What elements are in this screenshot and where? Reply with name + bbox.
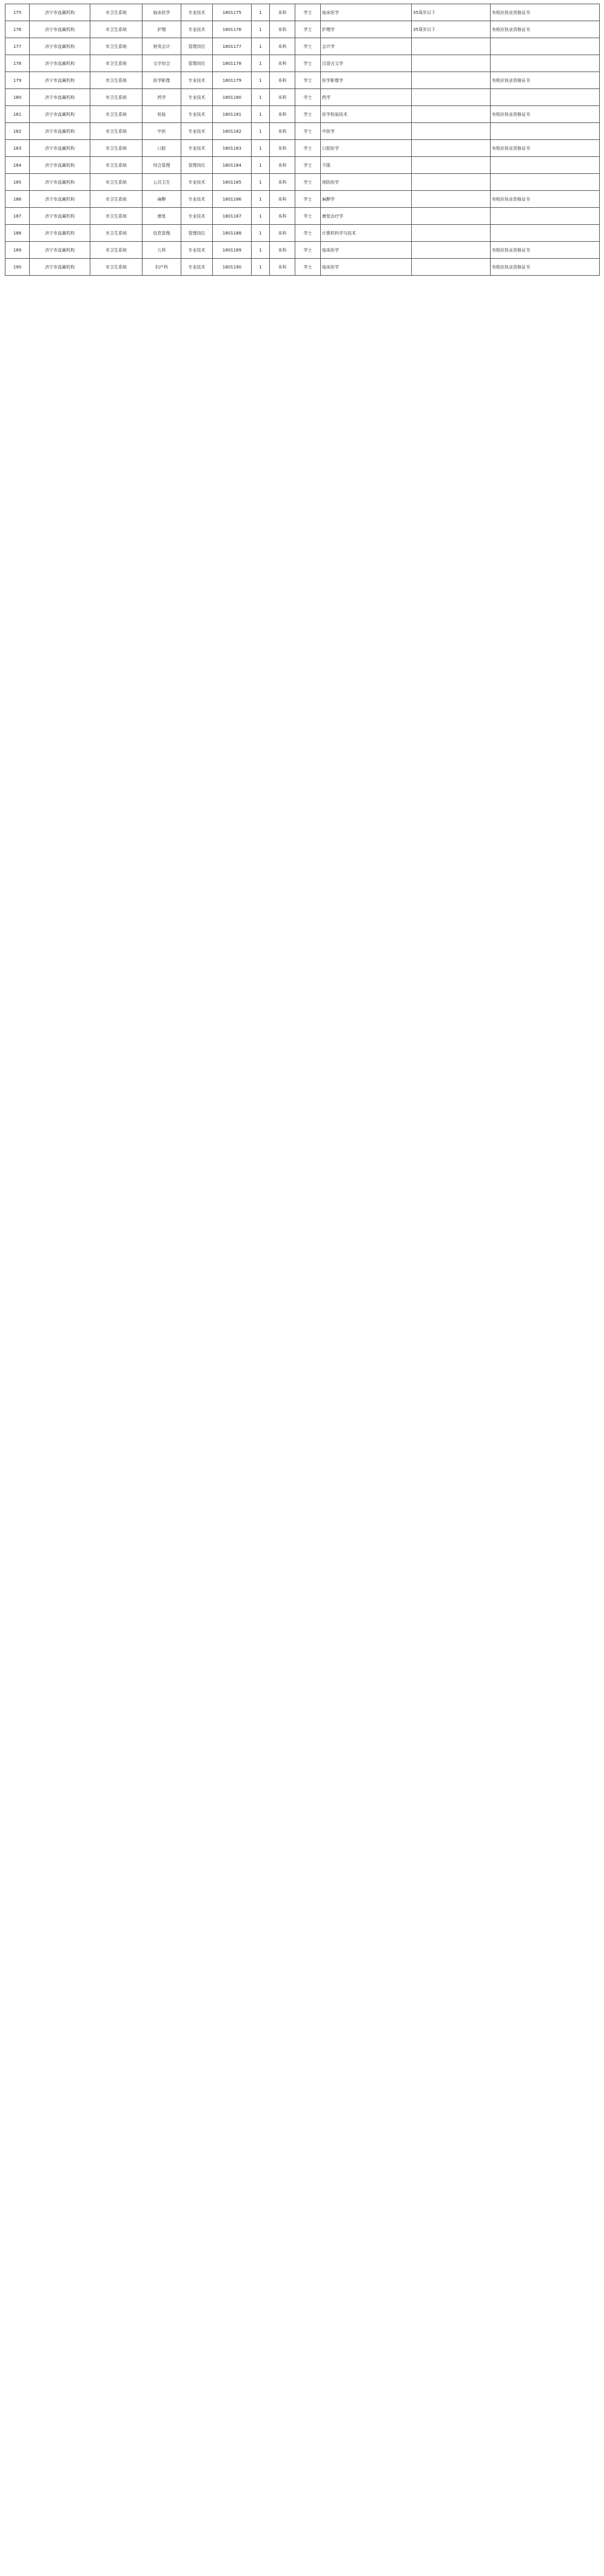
cell-code: 1801189: [213, 242, 252, 259]
cell-req: 35周岁以下: [412, 4, 491, 21]
cell-num: 1: [252, 55, 270, 72]
cell-major: 临床医学: [321, 4, 412, 21]
table-row: [5, 106, 600, 123]
cell-unit: 市卫生系统: [90, 225, 143, 242]
cell-dept: 济宁市直属机构: [30, 174, 90, 191]
table-row: [5, 242, 600, 259]
cell-code: 1801183: [213, 140, 252, 157]
cell-deg: 学士: [295, 106, 321, 123]
cell-post: 康复: [143, 208, 181, 225]
cell-num: 1: [252, 225, 270, 242]
cell-type: 专业技术: [181, 4, 213, 21]
cell-edu: 本科: [270, 157, 295, 174]
cell-note: 有相应执业资格证书: [491, 4, 600, 21]
cell-major: 临床医学: [321, 242, 412, 259]
cell-dept: 济宁市直属机构: [30, 106, 90, 123]
cell-req: [412, 55, 491, 72]
cell-dept: 济宁市直属机构: [30, 208, 90, 225]
cell-type: 专业技术: [181, 140, 213, 157]
cell-req: 35周岁以下: [412, 21, 491, 38]
cell-dept: 济宁市直属机构: [30, 38, 90, 55]
cell-unit: 市卫生系统: [90, 208, 143, 225]
cell-no: 182: [5, 123, 30, 140]
cell-type: 管理岗位: [181, 55, 213, 72]
cell-type: 专业技术: [181, 208, 213, 225]
cell-no: 187: [5, 208, 30, 225]
cell-unit: 市卫生系统: [90, 242, 143, 259]
cell-dept: 济宁市直属机构: [30, 259, 90, 276]
cell-deg: 学士: [295, 191, 321, 208]
cell-num: 1: [252, 123, 270, 140]
table-row: [5, 21, 600, 38]
cell-edu: 本科: [270, 208, 295, 225]
table-row: [5, 89, 600, 106]
cell-deg: 学士: [295, 21, 321, 38]
table-row: [5, 140, 600, 157]
cell-unit: 市卫生系统: [90, 55, 143, 72]
table-row: [5, 123, 600, 140]
cell-unit: 市卫生系统: [90, 174, 143, 191]
cell-unit: 市卫生系统: [90, 140, 143, 157]
cell-major: 护理学: [321, 21, 412, 38]
table-row: [5, 208, 600, 225]
cell-num: 1: [252, 208, 270, 225]
cell-code: 1801182: [213, 123, 252, 140]
cell-edu: 本科: [270, 106, 295, 123]
cell-note: 有相应执业资格证书: [491, 140, 600, 157]
cell-code: 1801188: [213, 225, 252, 242]
cell-post: 口腔: [143, 140, 181, 157]
cell-type: 专业技术: [181, 21, 213, 38]
cell-num: 1: [252, 106, 270, 123]
cell-edu: 本科: [270, 259, 295, 276]
table-body: [5, 4, 600, 276]
cell-deg: 学士: [295, 225, 321, 242]
cell-note: 有相应执业资格证书: [491, 72, 600, 89]
cell-req: [412, 123, 491, 140]
recruitment-table: [5, 4, 600, 276]
cell-req: [412, 259, 491, 276]
cell-note: 有相应执业资格证书: [491, 191, 600, 208]
cell-post: 儿科: [143, 242, 181, 259]
cell-post: 公共卫生: [143, 174, 181, 191]
table-row: [5, 157, 600, 174]
cell-unit: 市卫生系统: [90, 157, 143, 174]
cell-post: 麻醉: [143, 191, 181, 208]
cell-note: [491, 123, 600, 140]
cell-num: 1: [252, 72, 270, 89]
cell-num: 1: [252, 191, 270, 208]
table-row: [5, 38, 600, 55]
cell-code: 1801176: [213, 21, 252, 38]
cell-req: [412, 72, 491, 89]
cell-req: [412, 106, 491, 123]
cell-code: 1801187: [213, 208, 252, 225]
cell-major: 会计学: [321, 38, 412, 55]
cell-deg: 学士: [295, 242, 321, 259]
cell-unit: 市卫生系统: [90, 191, 143, 208]
cell-deg: 学士: [295, 259, 321, 276]
cell-major: 中医学: [321, 123, 412, 140]
cell-dept: 济宁市直属机构: [30, 191, 90, 208]
cell-dept: 济宁市直属机构: [30, 225, 90, 242]
cell-num: 1: [252, 140, 270, 157]
cell-dept: 济宁市直属机构: [30, 89, 90, 106]
cell-edu: 本科: [270, 242, 295, 259]
cell-post: 妇产科: [143, 259, 181, 276]
cell-unit: 市卫生系统: [90, 89, 143, 106]
cell-req: [412, 38, 491, 55]
cell-deg: 学士: [295, 72, 321, 89]
cell-type: 专业技术: [181, 106, 213, 123]
cell-note: [491, 89, 600, 106]
cell-deg: 学士: [295, 174, 321, 191]
cell-dept: 济宁市直属机构: [30, 140, 90, 157]
cell-code: 1801179: [213, 72, 252, 89]
cell-deg: 学士: [295, 4, 321, 21]
cell-deg: 学士: [295, 208, 321, 225]
cell-no: 180: [5, 89, 30, 106]
cell-dept: 济宁市直属机构: [30, 157, 90, 174]
cell-post: 检验: [143, 106, 181, 123]
cell-req: [412, 157, 491, 174]
cell-code: 1801178: [213, 55, 252, 72]
cell-deg: 学士: [295, 38, 321, 55]
cell-no: 179: [5, 72, 30, 89]
cell-no: 186: [5, 191, 30, 208]
cell-num: 1: [252, 4, 270, 21]
cell-type: 专业技术: [181, 89, 213, 106]
cell-num: 1: [252, 174, 270, 191]
cell-edu: 本科: [270, 191, 295, 208]
cell-note: 有相应执业资格证书: [491, 106, 600, 123]
cell-no: 178: [5, 55, 30, 72]
cell-major: 康复治疗学: [321, 208, 412, 225]
cell-major: 临床医学: [321, 259, 412, 276]
cell-type: 专业技术: [181, 123, 213, 140]
cell-post: 综合管理: [143, 157, 181, 174]
cell-no: 188: [5, 225, 30, 242]
cell-req: [412, 140, 491, 157]
cell-no: 177: [5, 38, 30, 55]
cell-unit: 市卫生系统: [90, 38, 143, 55]
cell-no: 189: [5, 242, 30, 259]
cell-type: 管理岗位: [181, 225, 213, 242]
cell-unit: 市卫生系统: [90, 21, 143, 38]
cell-dept: 济宁市直属机构: [30, 123, 90, 140]
cell-type: 专业技术: [181, 242, 213, 259]
cell-type: 管理岗位: [181, 157, 213, 174]
table-row: [5, 225, 600, 242]
cell-deg: 学士: [295, 89, 321, 106]
cell-post: 医学影像: [143, 72, 181, 89]
cell-code: 1801180: [213, 89, 252, 106]
cell-major: 药学: [321, 89, 412, 106]
cell-no: 183: [5, 140, 30, 157]
cell-major: 医学检验技术: [321, 106, 412, 123]
cell-unit: 市卫生系统: [90, 106, 143, 123]
cell-type: 专业技术: [181, 72, 213, 89]
cell-type: 专业技术: [181, 259, 213, 276]
cell-major: 不限: [321, 157, 412, 174]
cell-major: 计算机科学与技术: [321, 225, 412, 242]
cell-edu: 本科: [270, 123, 295, 140]
cell-code: 1801185: [213, 174, 252, 191]
cell-deg: 学士: [295, 123, 321, 140]
cell-req: [412, 208, 491, 225]
cell-unit: 市卫生系统: [90, 123, 143, 140]
cell-major: 医学影像学: [321, 72, 412, 89]
cell-edu: 本科: [270, 4, 295, 21]
cell-edu: 本科: [270, 55, 295, 72]
cell-note: [491, 55, 600, 72]
cell-edu: 本科: [270, 225, 295, 242]
cell-deg: 学士: [295, 55, 321, 72]
cell-no: 184: [5, 157, 30, 174]
cell-no: 190: [5, 259, 30, 276]
table-row: [5, 259, 600, 276]
cell-deg: 学士: [295, 140, 321, 157]
cell-type: 专业技术: [181, 191, 213, 208]
cell-num: 1: [252, 242, 270, 259]
table-row: [5, 72, 600, 89]
cell-dept: 济宁市直属机构: [30, 55, 90, 72]
cell-num: 1: [252, 38, 270, 55]
cell-post: 财务会计: [143, 38, 181, 55]
cell-edu: 本科: [270, 72, 295, 89]
cell-edu: 本科: [270, 89, 295, 106]
cell-type: 管理岗位: [181, 38, 213, 55]
cell-code: 1801190: [213, 259, 252, 276]
cell-unit: 市卫生系统: [90, 4, 143, 21]
cell-dept: 济宁市直属机构: [30, 21, 90, 38]
recruitment-table-sheet: [5, 4, 599, 276]
cell-unit: 市卫生系统: [90, 259, 143, 276]
cell-note: [491, 157, 600, 174]
cell-post: 中医: [143, 123, 181, 140]
cell-edu: 本科: [270, 140, 295, 157]
cell-no: 181: [5, 106, 30, 123]
cell-note: [491, 174, 600, 191]
cell-major: 麻醉学: [321, 191, 412, 208]
cell-code: 1801175: [213, 4, 252, 21]
table-row: [5, 4, 600, 21]
cell-note: 有相应执业资格证书: [491, 259, 600, 276]
cell-major: 预防医学: [321, 174, 412, 191]
cell-note: 有相应执业资格证书: [491, 242, 600, 259]
cell-note: [491, 38, 600, 55]
cell-num: 1: [252, 259, 270, 276]
cell-note: 有相应执业资格证书: [491, 21, 600, 38]
cell-major: 口腔医学: [321, 140, 412, 157]
cell-dept: 济宁市直属机构: [30, 72, 90, 89]
cell-type: 专业技术: [181, 174, 213, 191]
cell-post: 信息管理: [143, 225, 181, 242]
cell-edu: 本科: [270, 21, 295, 38]
cell-req: [412, 242, 491, 259]
cell-post: 药学: [143, 89, 181, 106]
cell-post: 临床医学: [143, 4, 181, 21]
cell-edu: 本科: [270, 38, 295, 55]
cell-major: 汉语言文学: [321, 55, 412, 72]
cell-req: [412, 191, 491, 208]
cell-post: 护理: [143, 21, 181, 38]
cell-unit: 市卫生系统: [90, 72, 143, 89]
cell-post: 文字综合: [143, 55, 181, 72]
table-row: [5, 55, 600, 72]
cell-note: [491, 225, 600, 242]
cell-edu: 本科: [270, 174, 295, 191]
cell-num: 1: [252, 157, 270, 174]
cell-code: 1801177: [213, 38, 252, 55]
cell-code: 1801186: [213, 191, 252, 208]
cell-note: [491, 208, 600, 225]
cell-num: 1: [252, 21, 270, 38]
table-row: [5, 191, 600, 208]
cell-num: 1: [252, 89, 270, 106]
cell-code: 1801181: [213, 106, 252, 123]
cell-dept: 济宁市直属机构: [30, 4, 90, 21]
cell-no: 176: [5, 21, 30, 38]
cell-req: [412, 225, 491, 242]
cell-no: 185: [5, 174, 30, 191]
cell-dept: 济宁市直属机构: [30, 242, 90, 259]
cell-deg: 学士: [295, 157, 321, 174]
table-row: [5, 174, 600, 191]
cell-code: 1801184: [213, 157, 252, 174]
cell-req: [412, 89, 491, 106]
cell-no: 175: [5, 4, 30, 21]
cell-req: [412, 174, 491, 191]
